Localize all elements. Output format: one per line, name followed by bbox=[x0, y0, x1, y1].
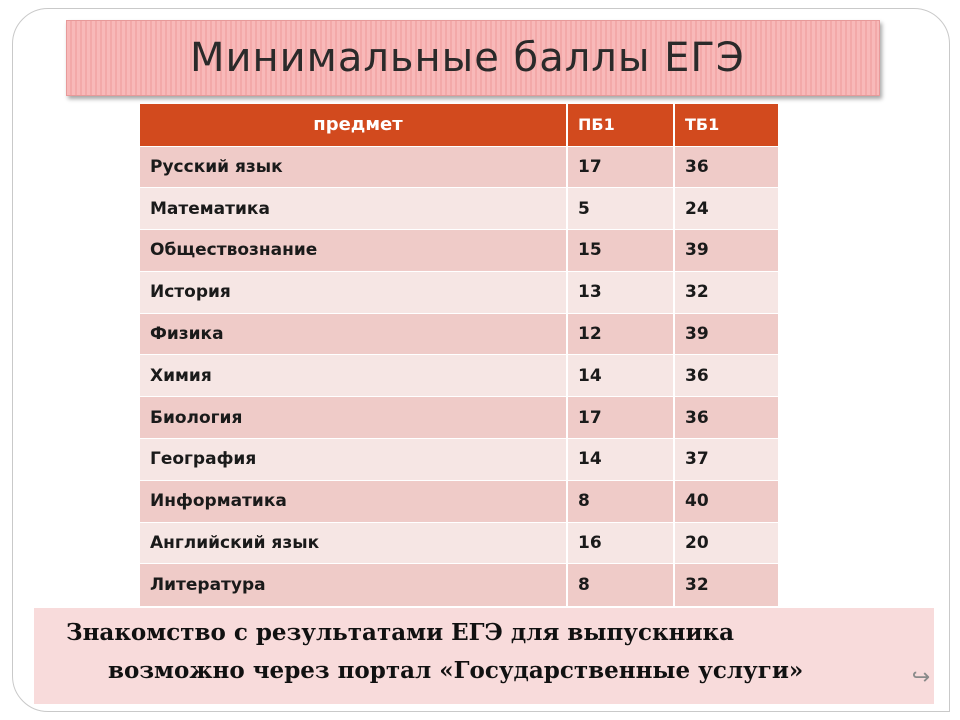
note-line-2: возможно через портал «Государственные услуги» bbox=[108, 657, 804, 684]
table-row bbox=[140, 313, 778, 355]
pb1-cell: 13 bbox=[567, 271, 674, 313]
pb1-cell: 8 bbox=[567, 480, 674, 522]
scores-table bbox=[140, 104, 778, 606]
tb1-cell: 36 bbox=[674, 355, 778, 397]
subject-cell: Литература bbox=[140, 564, 567, 606]
pb1-cell: 16 bbox=[567, 522, 674, 564]
tb1-cell: 36 bbox=[674, 397, 778, 439]
subject-cell: Обществознание bbox=[140, 230, 567, 272]
table-row bbox=[140, 188, 778, 230]
subject-cell: История bbox=[140, 271, 567, 313]
pb1-cell: 8 bbox=[567, 564, 674, 606]
subject-cell: Математика bbox=[140, 188, 567, 230]
tb1-cell: 39 bbox=[674, 230, 778, 272]
header-subject: предмет bbox=[140, 104, 567, 146]
table-row bbox=[140, 397, 778, 439]
table-row bbox=[140, 146, 778, 188]
table-row bbox=[140, 230, 778, 272]
tb1-cell: 32 bbox=[674, 564, 778, 606]
table-row bbox=[140, 439, 778, 481]
pb1-cell: 5 bbox=[567, 188, 674, 230]
note-text bbox=[66, 614, 896, 690]
subject-cell: Биология bbox=[140, 397, 567, 439]
table-row bbox=[140, 480, 778, 522]
tb1-cell: 24 bbox=[674, 188, 778, 230]
tb1-cell: 32 bbox=[674, 271, 778, 313]
table-row bbox=[140, 564, 778, 606]
subject-cell: Физика bbox=[140, 313, 567, 355]
table-row bbox=[140, 355, 778, 397]
pb1-cell: 12 bbox=[567, 313, 674, 355]
pb1-cell: 15 bbox=[567, 230, 674, 272]
tb1-cell: 39 bbox=[674, 313, 778, 355]
pb1-cell: 17 bbox=[567, 397, 674, 439]
subject-cell: Английский язык bbox=[140, 522, 567, 564]
tb1-cell: 40 bbox=[674, 480, 778, 522]
tb1-cell: 36 bbox=[674, 146, 778, 188]
redo-arrow-icon: ↪ bbox=[911, 665, 931, 690]
pb1-cell: 14 bbox=[567, 439, 674, 481]
subject-cell: Химия bbox=[140, 355, 567, 397]
subject-cell: Русский язык bbox=[140, 146, 567, 188]
note-line-1: Знакомство с результатами ЕГЭ для выпускника bbox=[66, 619, 735, 646]
table-header-row bbox=[140, 104, 778, 146]
table-row bbox=[140, 522, 778, 564]
pb1-cell: 17 bbox=[567, 146, 674, 188]
slide-title: Минимальные баллы ЕГЭ bbox=[190, 35, 745, 81]
pb1-cell: 14 bbox=[567, 355, 674, 397]
header-pb1: ПБ1 bbox=[567, 104, 674, 146]
tb1-cell: 37 bbox=[674, 439, 778, 481]
subject-cell: География bbox=[140, 439, 567, 481]
table-row bbox=[140, 271, 778, 313]
subject-cell: Информатика bbox=[140, 480, 567, 522]
header-tb1: ТБ1 bbox=[674, 104, 778, 146]
tb1-cell: 20 bbox=[674, 522, 778, 564]
